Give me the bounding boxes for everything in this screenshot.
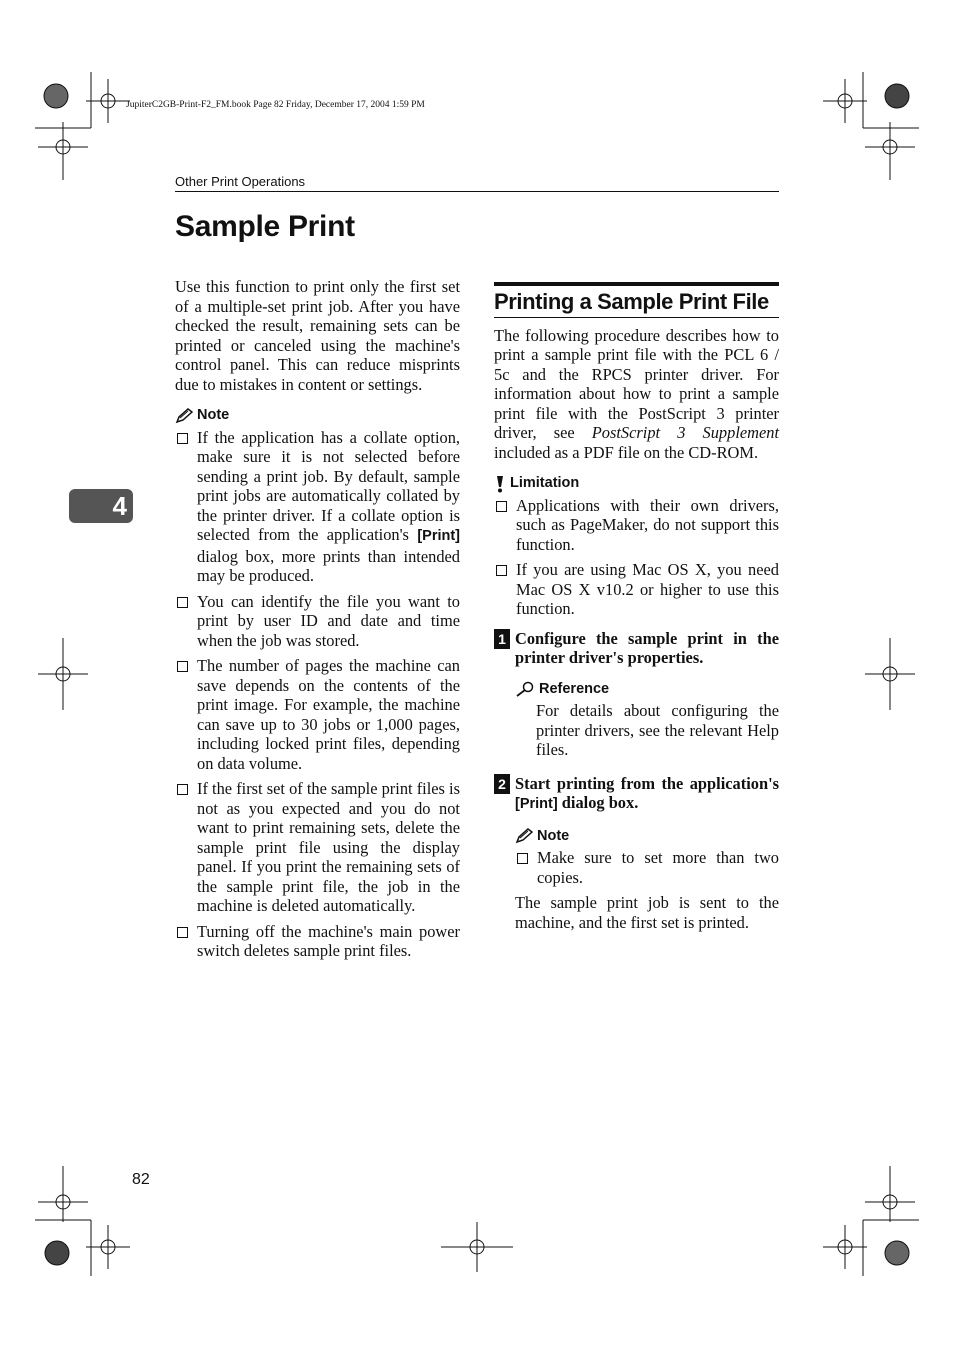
list-item: Make sure to set more than two copies. — [515, 848, 779, 887]
step-2-text: Start printing from the application's [Print] dialog box. — [515, 773, 779, 812]
pencil-icon — [175, 408, 193, 424]
step-number-1: 1 — [494, 629, 510, 649]
print-key-label: [Print] — [417, 528, 460, 544]
note-heading — [175, 406, 460, 426]
chapter-tab: 4 — [69, 489, 133, 523]
intro-paragraph: Use this function to print only the first set of a multiple-set print job. After you have checked the result, remaining sets can be printed or canceled using the machine's control panel. This can reduce misprints due to mistakes in content or settings. — [175, 277, 460, 394]
step-2 — [494, 774, 779, 815]
list-item: The number of pages the machine can save depends on the contents of the print image. For example, the machine can save up to 30 jobs or 1,000 pages, including locked print files, depending on data volume. — [175, 656, 460, 773]
note-list — [175, 428, 460, 961]
left-column — [175, 277, 460, 967]
list-item: If the application has a collate option, make sure it is not selected before sending a print job. By default, sample print jobs are automatically collated by the printer driver. If a collate option is selected from the application's [Print] dialog box, more prints than intended may be produced. — [175, 428, 460, 586]
list-item: If the first set of the sample print files is not as you expected and you do not want to print remaining sets, delete the sample print file using the display panel. If you print the remaining sets of the sample print file, the job in the machine is deleted automatically. — [175, 779, 460, 916]
step-number-2: 2 — [494, 774, 510, 794]
limitation-list — [494, 496, 779, 619]
book-info-line: JupiterC2GB-Print-F2_FM.book Page 82 Friday, December 17, 2004 1:59 PM — [126, 100, 425, 110]
step-2-result: The sample print job is sent to the machine, and the first set is printed. — [515, 893, 779, 932]
note-heading: Note — [515, 827, 779, 847]
page-number: 82 — [132, 1171, 150, 1188]
list-item: Applications with their own drivers, such as PageMaker, do not support this function. — [494, 496, 779, 555]
reference-block — [494, 680, 779, 760]
section-intro: The following procedure describes how to print a sample print file with the PCL 6 / 5c and the RPCS printer driver. For information about how to print a sample print file with the PostScript 3 printer driver, see PostScript 3 Supplement included as a PDF file on the CD-ROM. — [494, 325, 780, 462]
section-title: Printing a Sample Print File — [494, 282, 779, 318]
step-2-note-block — [494, 827, 779, 933]
right-column — [494, 282, 779, 932]
step-1 — [494, 629, 779, 668]
list-item: Turning off the machine's main power switch deletes sample print files. — [175, 922, 460, 961]
list-item: If you are using Mac OS X, you need Mac OS X v10.2 or higher to use this function. — [494, 560, 779, 619]
running-header: Other Print Operations — [175, 174, 779, 192]
reference-text: For details about configuring the printer drivers, see the relevant Help files. — [536, 701, 779, 759]
exclamation-icon — [494, 475, 506, 493]
magnifier-icon — [515, 681, 535, 697]
page-title: Sample Print — [175, 210, 355, 243]
pencil-icon — [515, 828, 533, 844]
note-heading-label: Note — [197, 407, 230, 423]
list-item: You can identify the file you want to print by user ID and date and time when the job was stored. — [175, 592, 460, 651]
step-1-text: Configure the sample print in the printer driver's properties. — [515, 628, 779, 667]
limitation-heading: Limitation — [494, 474, 779, 494]
print-key-label: [Print] — [515, 796, 558, 812]
step-2-note-list — [515, 848, 779, 887]
reference-heading: Reference — [515, 680, 779, 700]
